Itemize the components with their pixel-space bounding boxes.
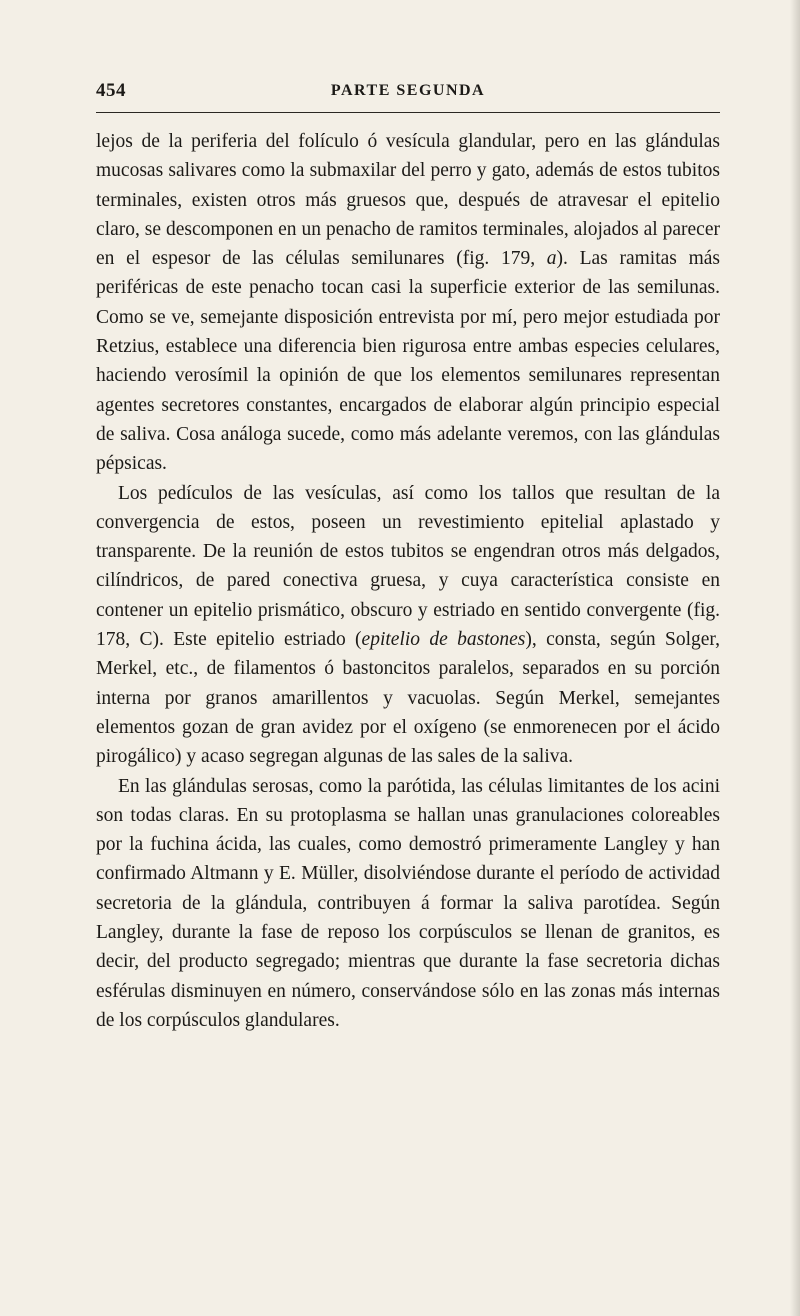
- paragraph-2: [96, 479, 720, 772]
- paragraph-3-segment-1: En las glándulas serosas, como la parótida, las células limitantes de los acini son todas claras. En su protoplasma se hallan unas granulaciones coloreables por la fuchina ácida, las cuales, como demostró primeramente Langley y han confirmado Altmann y E. Müller, disolviéndose durante el período de actividad secretoria de la glándula, contribuyen á formar la saliva parotídea. Según Langley, durante la fase de reposo los corpúsculos se llenan de granitos, es decir, del producto segregado; mientras que durante la fase secretoria dichas esférulas disminuyen en número, conservándose sólo en las zonas más internas de los corpúsculos glandulares.: [96, 775, 720, 1031]
- paragraph-1: [96, 127, 720, 479]
- page-number: 454: [96, 80, 126, 101]
- body-text: [96, 127, 720, 1035]
- running-title: PARTE SEGUNDA: [330, 82, 486, 99]
- paragraph-1-italic-figure-ref: a: [546, 248, 557, 270]
- paragraph-2-segment-3: ), consta, según Solger, Merkel, etc., de filamentos ó bastoncitos paralelos, separados en su porción interna por granos amarillentos y vacuolas. Según Merkel, semejantes elementos gozan de gran avidez por el oxígeno (se enmorenecen por el ácido pirogálico) y acaso segregan algunas de las sales de la saliva.: [96, 629, 721, 768]
- page-edge-shadow: [790, 0, 800, 1316]
- paragraph-3: [96, 772, 720, 1036]
- header-rule: [96, 112, 720, 113]
- running-header: [96, 76, 720, 106]
- paragraph-1-segment-3: ). Las ramitas más periféricas de este penacho tocan casi la superficie exterior de las semilunas. Como se ve, semejante disposición entrevista por mí, pero mejor estudiada por Retzius, establece una diferencia bien rigurosa entre ambas especies celulares, haciendo verosímil la opinión de que los elementos semilunares representan agentes secretores constantes, encargados de elaborar algún principio especial de saliva. Cosa análoga sucede, como más adelante veremos, con las glándulas pépsicas.: [96, 248, 720, 475]
- paragraph-1-segment-1: lejos de la periferia del folículo ó vesícula glandular, pero en las glándulas mucosas salivares como la submaxilar del perro y gato, además de estos tubitos terminales, existen otros más gruesos que, después de atravesar el epitelio claro, se descomponen en un penacho de ramitos terminales, alojados al parecer en el espesor de las células semilunares (fig. 179,: [96, 131, 720, 270]
- paragraph-2-italic-term: epitelio de bastones: [361, 629, 526, 651]
- paragraph-2-segment-1: Los pedículos de las vesículas, así como los tallos que resultan de la convergencia de estos, poseen un revestimiento epitelial aplastado y transparente. De la reunión de estos tubitos se engendran otros más delgados, cilíndricos, de pared conectiva gruesa, y cuya característica consiste en contener un epitelio prismático, obscuro y estriado en sentido convergente (fig. 178, C). Este epitelio estriado (: [96, 482, 720, 651]
